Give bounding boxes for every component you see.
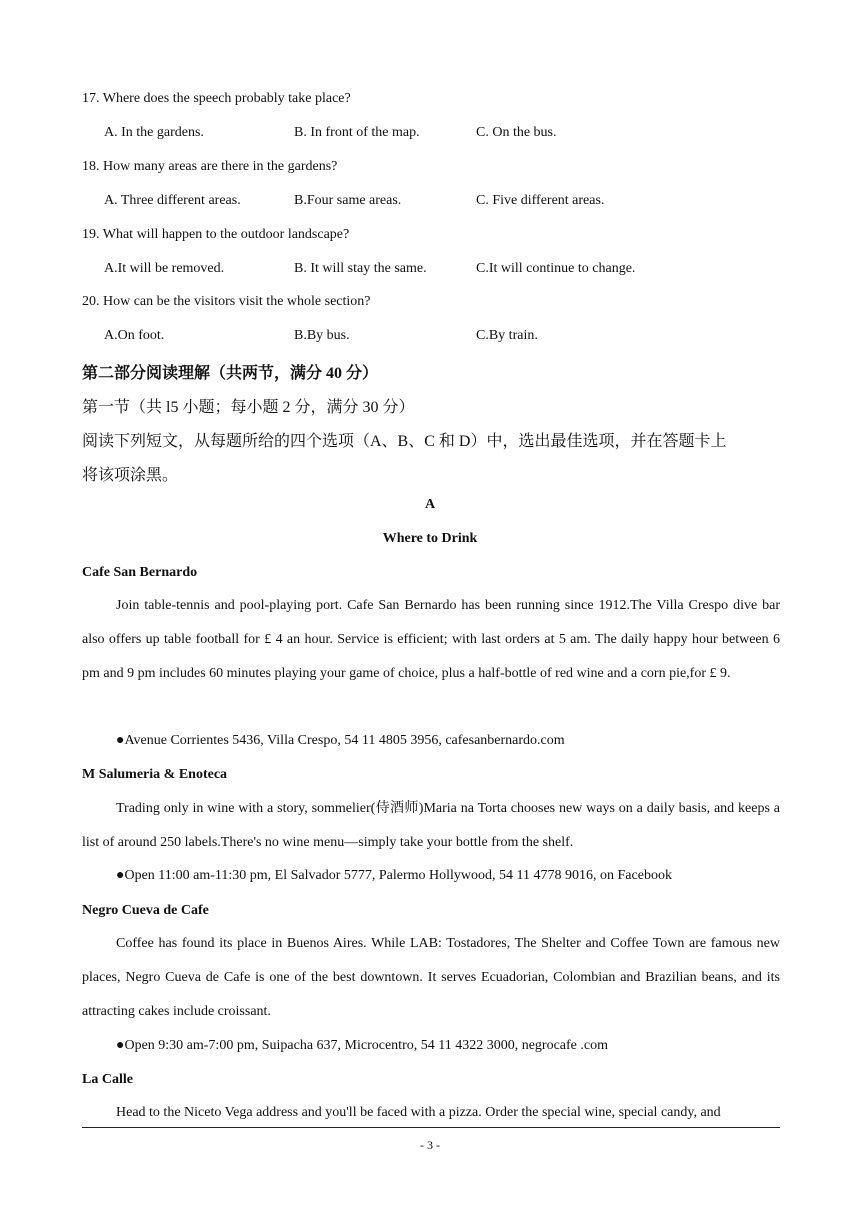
option-a: A. In the gardens. [104, 125, 204, 140]
section-info-cafe-san-bernardo: ●Avenue Corrientes 5436, Villa Crespo, 54 11 4805 3956, cafesanbernardo.com [116, 733, 565, 748]
section-info-m-salumeria: ●Open 11:00 am-11:30 pm, El Salvador 5777, Palermo Hollywood, 54 11 4778 9016, on Facebook [116, 868, 672, 883]
option-a: A. Three different areas. [104, 193, 241, 208]
question-17: 17. Where does the speech probably take place? [82, 91, 351, 106]
question-20: 20. How can be the visitors visit the whole section? [82, 294, 371, 309]
option-a: A.It will be removed. [104, 261, 225, 276]
section-heading-la-calle: La Calle [82, 1072, 133, 1087]
section1-title: 第一节（共 l5 小题；每小题 2 分，满分 30 分） [82, 399, 415, 416]
section-heading-cafe-san-bernardo: Cafe San Bernardo [82, 565, 198, 580]
section-text-m-salumeria: Trading only in wine with a story, sommelier(侍酒师)Maria na Torta chooses new ways on a daily basis, and keeps a list of around 250 labels.There's no wine menu—simply take your bottle from the shelf. [82, 801, 780, 850]
option-c: C. Five different areas. [476, 193, 605, 208]
option-c: C. On the bus. [476, 125, 557, 140]
question-19-options [104, 261, 804, 281]
question-19: 19. What will happen to the outdoor landscape? [82, 227, 350, 242]
option-b: B. It will stay the same. [294, 261, 427, 276]
part2-title: 第二部分阅读理解（共两节，满分 40 分） [82, 365, 379, 382]
instructions-line2: 将该项涂黑。 [82, 467, 179, 484]
section-info-negro-cueva: ●Open 9:30 am-7:00 pm, Suipacha 637, Microcentro, 54 11 4322 3000, negrocafe .com [116, 1038, 608, 1053]
option-b: B.Four same areas. [294, 193, 402, 208]
page-number: - 3 - [420, 1138, 440, 1152]
option-b: B.By bus. [294, 328, 350, 343]
option-a: A.On foot. [104, 328, 165, 343]
option-b: B. In front of the map. [294, 125, 420, 140]
passage-letter: A [424, 497, 436, 512]
option-c: C.By train. [476, 328, 538, 343]
section-text-la-calle: Head to the Niceto Vega address and you'll be faced with a pizza. Order the special wine, special candy, and [116, 1105, 721, 1120]
question-18: 18. How many areas are there in the gardens? [82, 159, 338, 174]
instructions-line1: 阅读下列短文，从每题所给的四个选项（A、B、C 和 D）中，选出最佳选项，并在答题卡上 [82, 433, 727, 450]
section-heading-negro-cueva: Negro Cueva de Cafe [82, 903, 209, 918]
passage-title: Where to Drink [382, 531, 478, 546]
question-18-options [104, 193, 804, 213]
footer-divider [82, 1127, 780, 1128]
option-c: C.It will continue to change. [476, 261, 636, 276]
section-text-cafe-san-bernardo: Join table-tennis and pool-playing port. Cafe San Bernardo has been running since 1912.The Villa Crespo dive bar also offers up table football for £ 4 an hour. Service is efficient; with last orders at 5 am. The daily happy hour between 6 pm and 9 pm includes 60 minutes playing your game of choice, plus a half-bottle of red wine and a corn pie,for £ 9. [82, 598, 780, 681]
section-heading-m-salumeria: M Salumeria & Enoteca [82, 767, 228, 782]
section-text-negro-cueva: Coffee has found its place in Buenos Aires. While LAB: Tostadores, The Shelter and Coffee Town are famous new places, Negro Cueva de Cafe is one of the best downtown. It serves Ecuadorian, Colombian and Brazilian beans, and its attracting cakes include croissant. [82, 936, 780, 1019]
question-17-options [104, 125, 804, 145]
question-20-options [104, 328, 804, 348]
